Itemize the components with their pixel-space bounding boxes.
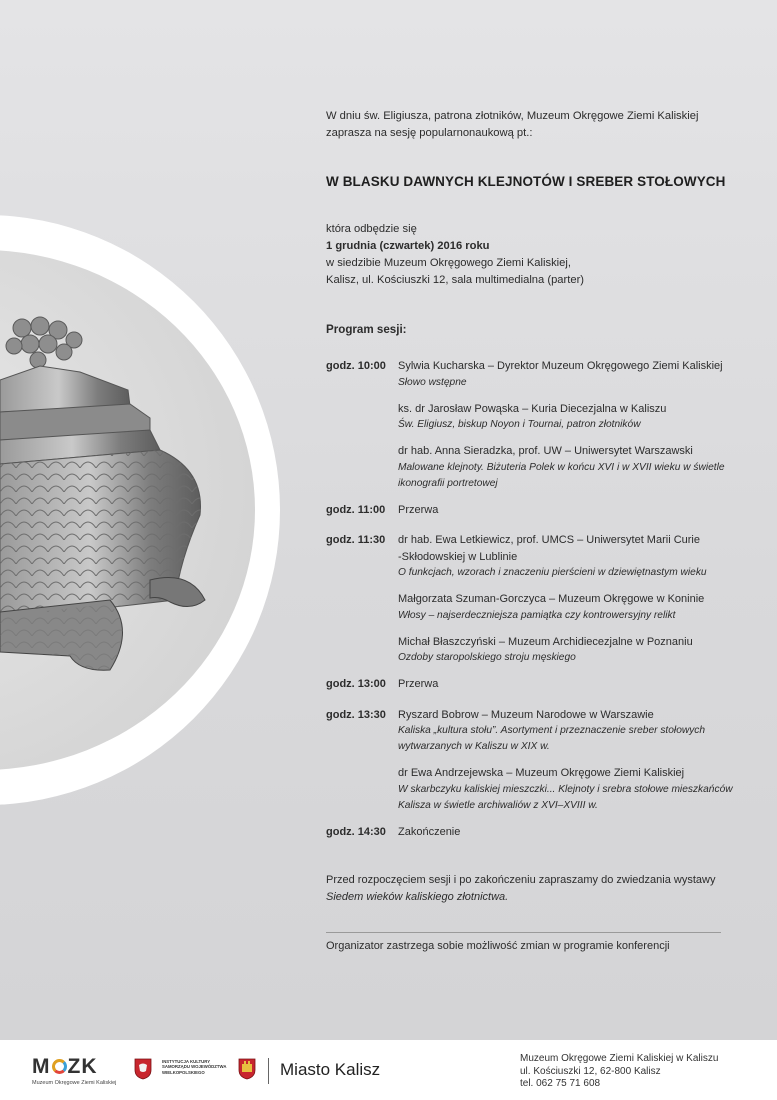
- institution-line-1: INSTYTUCJA KULTURY: [162, 1059, 211, 1064]
- slot-time: godz. 10:00: [326, 360, 386, 372]
- program-heading: Program sesji:: [326, 323, 407, 336]
- silver-casket-illustration: [0, 300, 230, 700]
- talk-speaker: Michał Błaszczyński – Muzeum Archidiecezjalne w Poznaniu: [398, 635, 693, 648]
- schedule: [326, 358, 746, 854]
- schedule-slot-1130: [326, 532, 746, 676]
- end-label: Zakończenie: [398, 825, 461, 838]
- schedule-end-1430: [326, 824, 746, 841]
- museum-address: [520, 1053, 718, 1091]
- schedule-break-1300: [326, 676, 746, 693]
- talk-entry: [398, 532, 746, 581]
- talk-speaker: dr hab. Ewa Letkiewicz, prof. UMCS – Uniwersytet Marii Curie: [398, 534, 700, 546]
- talk-entry: [398, 401, 746, 434]
- closing-line-1: Przed rozpoczęciem sesji i po zakończeniu zapraszamy do zwiedzania wystawy: [326, 874, 716, 886]
- talk-entry: [398, 358, 746, 391]
- institution-line-2: SAMORZĄDU WOJEWÓDZTWA: [162, 1064, 227, 1070]
- slot-time: godz. 14:30: [326, 825, 386, 838]
- logo-divider: [268, 1058, 269, 1084]
- talk-speaker-cont: -Skłodowskiej w Lublinie: [398, 550, 518, 563]
- institution-line-3: WIELKOPOLSKIEGO: [162, 1069, 205, 1075]
- schedule-slot-1330: [326, 707, 746, 824]
- wielkopolska-coat-of-arms-icon: [134, 1058, 152, 1080]
- mozk-logo: [32, 1055, 98, 1079]
- footer: [0, 1040, 777, 1100]
- talk-title: O funkcjach, wzorach i znaczeniu pierścieni w dziewiętnastym wieku: [398, 567, 707, 578]
- intro-line-1: W dniu św. Eligiusza, patrona złotników, Muzeum Okręgowe Ziemi Kaliskiej: [326, 110, 699, 122]
- break-label: Przerwa: [398, 678, 439, 690]
- organizer-note: Organizator zastrzega sobie możliwość zmian w programie konferencji: [326, 940, 670, 952]
- talk-speaker: dr hab. Anna Sieradzka, prof. UW – Uniwersytet Warszawski: [398, 445, 693, 457]
- institution-label: [162, 1059, 232, 1075]
- intro-text: [326, 108, 736, 142]
- talk-title-cont: Kalisza w świetle archiwaliów z XVI–XVIII w.: [398, 799, 598, 811]
- city-logo-text: Miasto Kalisz: [280, 1060, 381, 1079]
- talk-title-cont: wytwarzanych w Kaliszu w XIX w.: [398, 741, 550, 752]
- mozk-logo-ring-icon: [52, 1059, 67, 1074]
- talk-entry: [398, 634, 746, 667]
- event-date: 1 grudnia (czwartek) 2016 roku: [326, 240, 490, 252]
- divider: [326, 932, 721, 933]
- talk-entry: [398, 765, 746, 814]
- talk-entry: [398, 591, 746, 624]
- talk-title: Włosy – najserdeczniejsza pamiątka czy kontrowersyjny relikt: [398, 609, 676, 621]
- page-title: W BLASKU DAWNYCH KLEJNOTÓW I SREBER STOŁOWYCH: [326, 174, 726, 189]
- talk-entry: [398, 707, 746, 756]
- venue-info: [326, 221, 746, 289]
- mozk-logo-m: M: [32, 1055, 51, 1078]
- kalisz-coat-of-arms-icon: [238, 1058, 256, 1080]
- talk-speaker: dr Ewa Andrzejewska – Muzeum Okręgowe Ziemi Kaliskiej: [398, 767, 685, 779]
- slot-time: godz. 13:00: [326, 678, 386, 690]
- closing-text: [326, 872, 746, 906]
- schedule-break-1100: [326, 502, 746, 519]
- venue-line-4: Kalisz, ul. Kościuszki 12, sala multimedialna (parter): [326, 274, 585, 286]
- break-label: Przerwa: [398, 503, 439, 516]
- talk-title: Malowane klejnoty. Biżuteria Polek w końcu XVI i w XVII wieku w świetle: [398, 461, 725, 473]
- slot-time: godz. 13:30: [326, 708, 386, 721]
- talk-title: Kaliska „kultura stołu”. Asortyment i przeznaczenie sreber stołowych: [398, 725, 706, 736]
- mozk-logo-zk: ZK: [67, 1055, 98, 1078]
- talk-title: W skarbczyku kaliskiej mieszczki... Klejnoty i srebra stołowe mieszkańców: [398, 783, 733, 795]
- talk-speaker: ks. dr Jarosław Powąska – Kuria Diecezjalna w Kaliszu: [398, 402, 667, 415]
- mozk-subtitle: Muzeum Okręgowe Ziemi Kaliskiej: [32, 1080, 117, 1086]
- slot-time: godz. 11:00: [326, 503, 386, 516]
- talk-title: Św. Eligiusz, biskup Noyon i Tournai, patron złotników: [398, 419, 641, 430]
- exhibition-title: Siedem wieków kaliskiego złotnictwa.: [326, 891, 509, 903]
- venue-line-1: która odbędzie się: [326, 223, 417, 235]
- talk-title-cont: ikonografii portretowej: [398, 477, 498, 489]
- slot-time: godz. 11:30: [326, 534, 386, 546]
- address-line-1: Muzeum Okręgowe Ziemi Kaliskiej w Kaliszu: [520, 1053, 719, 1064]
- address-line-3: tel. 062 75 71 608: [520, 1078, 601, 1089]
- talk-title: Ozdoby staropolskiego stroju męskiego: [398, 652, 576, 663]
- talk-speaker: Sylwia Kucharska – Dyrektor Muzeum Okręgowego Ziemi Kaliskiej: [398, 360, 723, 372]
- intro-line-2: zaprasza na sesję popularnonaukową pt.:: [326, 127, 533, 139]
- talk-entry: [398, 443, 746, 492]
- venue-line-3: w siedzibie Muzeum Okręgowego Ziemi Kaliskiej,: [326, 257, 571, 269]
- schedule-slot-1000: [326, 358, 746, 502]
- talk-title: Słowo wstępne: [398, 376, 467, 388]
- address-line-2: ul. Kościuszki 12, 62-800 Kalisz: [520, 1065, 661, 1077]
- talk-speaker: Małgorzata Szuman-Gorczyca – Muzeum Okręgowe w Koninie: [398, 593, 705, 605]
- talk-speaker: Ryszard Bobrow – Muzeum Narodowe w Warszawie: [398, 708, 654, 721]
